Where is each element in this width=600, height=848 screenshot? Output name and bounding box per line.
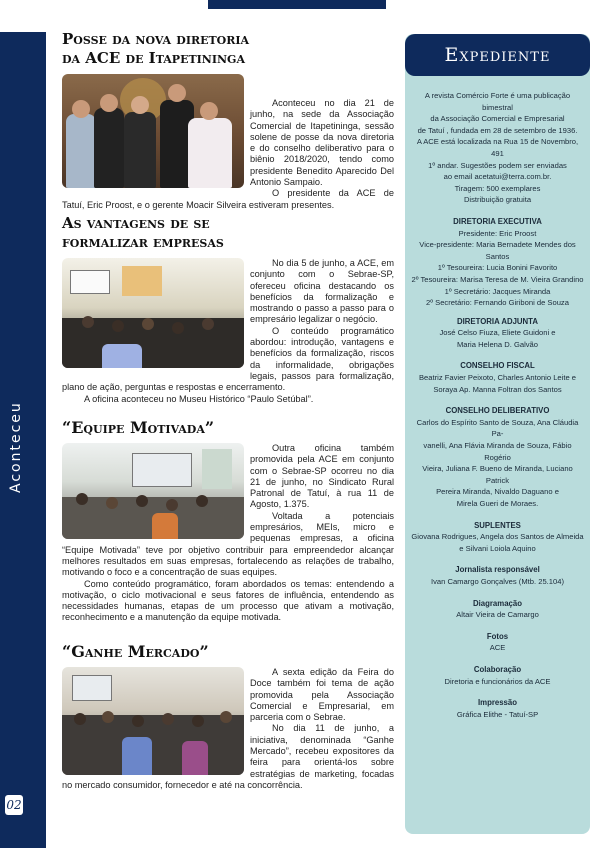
expediente-section-line: e Silvani Loiola Aquino xyxy=(459,543,536,553)
expediente-section-heading: Diagramação xyxy=(473,598,522,608)
left-section-band xyxy=(0,32,46,848)
paragraph: No dia 5 de junho, a ACE, em conjunto com o Sebrae-SP, ofereceu oficina destacando os benefícios da formalização e mostrando o passo a passo para o empresário legalizar o negócio. xyxy=(250,258,394,325)
expediente-section-line: Soraya Ap. Manna Foltran dos Santos xyxy=(433,384,562,394)
expediente-section-line: ACE xyxy=(489,643,506,653)
main-column xyxy=(62,30,394,791)
expediente-section-heading: CONSELHO DELIBERATIVO xyxy=(445,406,550,416)
expediente-section-heading: SUPLENTES xyxy=(474,520,521,530)
expediente-section-line: Vice-presidente: Maria Bernadete Mendes dos Santos xyxy=(419,240,576,261)
paragraph: No dia 11 de junho, a iniciativa, denominada “Ganhe Mercado”, recebeu expositores da feira para orientá-los sobre estratégias de marketing, focadas no mercado consumidor, fornecedor e até na concorrência. xyxy=(62,723,394,790)
expediente-section-line: 2º Secretário: Fernando Giriboni de Souza xyxy=(426,298,569,308)
paragraph: Como conteúdo programático, foram abordados os temas: entendendo a motivação, o ciclo motivacional e seus fatores de influência, entendendo as necessidades humanas, etapas de um processo que ativam a motivação, reconhecimento e a manutenção da equipe motivada. xyxy=(62,578,394,623)
expediente-section-line: Carlos do Espírito Santo de Souza, Ana Cláudia Pa- xyxy=(416,417,579,439)
photo-equipe-motivada xyxy=(62,443,244,539)
intro-line: ao email acetatui@terra.com.br. xyxy=(443,172,552,182)
expediente-intro xyxy=(411,90,584,206)
headline-line: “Equipe Motivada” xyxy=(62,418,215,437)
article-headline xyxy=(62,214,394,252)
expediente-section-line: Giovana Rodrigues, Angela dos Santos de Almeida xyxy=(411,532,584,542)
intro-line: Distribuição gratuita xyxy=(463,195,532,205)
expediente-section-line: Presidente: Eric Proost xyxy=(458,228,537,238)
expediente-section xyxy=(411,598,584,621)
paragraph: O conteúdo programático abordou: introdução, vantagens e benefícios da formalização, riscos da informalidade, obrigações legais, passos para formalização, plano de ação, perguntas e respostas e encerramento. xyxy=(62,325,394,393)
expediente-section-line: vanelli, Ana Flávia Miranda de Souza, Fábio Rogério xyxy=(423,441,572,462)
expediente-section-line: Maria Helena D. Galvão xyxy=(456,339,539,349)
photo-ganhe-mercado xyxy=(62,667,244,775)
expediente-section xyxy=(411,360,584,395)
expediente-section xyxy=(411,697,584,720)
expediente-section-heading: DIRETORIA EXECUTIVA xyxy=(453,216,542,226)
expediente-section-line: Vieira, Juliana F. Bueno de Miranda, Luciano Patrick xyxy=(422,464,573,485)
article-ganhe-mercado xyxy=(62,642,394,791)
expediente-sections xyxy=(411,216,584,720)
headline-line: As vantagens de se xyxy=(62,214,210,232)
article-headline xyxy=(62,30,394,68)
page-number: 02 xyxy=(5,795,23,815)
expediente-section-line: 1º Tesoureira: Lucia Bonini Favorito xyxy=(437,263,558,273)
intro-line: A ACE está localizada na Rua 15 de Novembro, 491 xyxy=(416,137,579,158)
article-headline xyxy=(62,642,394,661)
paragraph: A sexta edição da Feira do Doce também foi tema de ação promovida pela Associação Comercial e Empresarial, em parceria com o Sebrae. xyxy=(250,667,394,723)
expediente-section-line: Mirela Gueri de Moraes. xyxy=(456,499,539,508)
expediente-section-line: Beatriz Favier Peixoto, Charles Antonio Leite e xyxy=(418,373,577,383)
article-equipe-motivada xyxy=(62,418,394,630)
intro-line: Tiragem: 500 exemplares xyxy=(454,183,541,193)
expediente-section-heading: DIRETORIA ADJUNTA xyxy=(456,316,538,326)
intro-line: da Associação Comercial e Empresarial xyxy=(430,114,565,124)
top-accent-bar xyxy=(208,0,386,9)
intro-line: A revista Comércio Forte é uma publicação bimestral xyxy=(424,91,571,112)
expediente-section-line: José Celso Fiuza, Eliete Guidoni e xyxy=(439,328,556,338)
paragraph: Aconteceu no dia 21 de junho, na sede da Associação Comercial de Itapetininga, sessão solene de posse da nova diretoria e do conselho deliberativo para o biênio 2018/2020, tendo como presidente Benedito Aparecido Del Antonio Sampaio. xyxy=(250,98,394,188)
paragraph: Outra oficina também promovida pela ACE em conjunto com o Sebrae-SP ocorreu no dia 21 de junho, no Sindicato Rural Patronal de Tatuí, à rua 11 de Agosto, 1.375. xyxy=(250,443,394,510)
expediente-section-line: Gráfica Elithe - Tatuí-SP xyxy=(456,709,539,719)
expediente-section-line: Altair Vieira de Camargo xyxy=(456,610,539,620)
expediente-section xyxy=(411,664,584,687)
paragraph: Voltada a potenciais empresários, MEIs, micro e pequenas empresas, a oficina “Equipe Motivada” teve por objetivo contribuir para empreendedor alcançar melhores resultados em suas empresas, fortalecendo as relações de trabalho, motivando o foco e a concentração de suas equipes. xyxy=(62,510,394,578)
expediente-section xyxy=(411,520,584,555)
expediente-body xyxy=(405,76,590,720)
expediente-section xyxy=(411,405,584,509)
expediente-sidebar xyxy=(405,34,590,834)
expediente-section-line: 2º Tesoureira: Marisa Teresa de M. Vieira Grandino xyxy=(411,274,584,284)
photo-posse xyxy=(62,74,244,188)
expediente-section xyxy=(411,216,584,309)
intro-line: 1º andar. Sugestões podem ser enviadas xyxy=(428,160,567,170)
expediente-section xyxy=(411,316,584,351)
expediente-section-heading: Jornalista responsável xyxy=(455,565,540,575)
expediente-title: Expediente xyxy=(405,34,590,76)
expediente-section-heading: Colaboração xyxy=(473,664,522,674)
expediente-section-line: Pereira Miranda, Nivaldo Daguano e xyxy=(436,487,559,497)
section-label: Aconteceu xyxy=(8,401,24,493)
expediente-section-heading: Impressão xyxy=(477,698,517,708)
expediente-section-line: Ivan Camargo Gonçalves (Mtb. 25.104) xyxy=(431,576,564,586)
article-posse xyxy=(62,30,394,210)
article-headline xyxy=(62,418,394,437)
expediente-section-heading: Fotos xyxy=(486,631,509,641)
expediente-section xyxy=(411,631,584,654)
expediente-section-line: Diretoria e funcionários da ACE xyxy=(444,676,551,686)
article-vantagens xyxy=(62,214,394,404)
intro-line: de Tatuí , fundada em 28 de setembro de 1936. xyxy=(417,125,578,135)
expediente-section-heading: CONSELHO FISCAL xyxy=(460,361,535,371)
expediente-section-line: 1º Secretário: Jacques Miranda xyxy=(444,286,551,296)
headline-line: da ACE de Itapetininga xyxy=(62,49,245,67)
paragraph: O presidente da ACE de Tatuí, Eric Proost, e o gerente Moacir Silveira estiveram presentes. xyxy=(62,188,394,210)
headline-line: formalizar empresas xyxy=(62,233,224,251)
headline-line: Posse da nova diretoria xyxy=(62,30,250,48)
headline-line: “Ganhe Mercado” xyxy=(62,642,209,661)
photo-vantagens xyxy=(62,258,244,368)
expediente-section xyxy=(411,564,584,587)
paragraph: A oficina aconteceu no Museu Histórico “Paulo Setúbal”. xyxy=(84,393,314,404)
